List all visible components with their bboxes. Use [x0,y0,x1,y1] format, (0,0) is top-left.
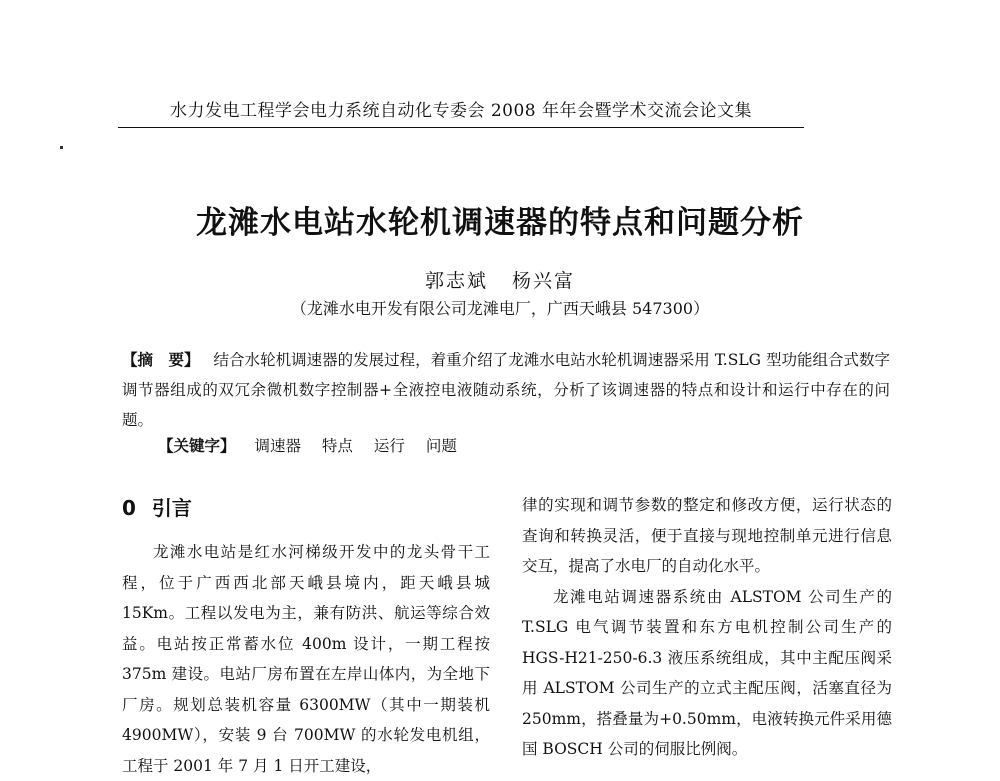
keyword: 问题 [425,437,457,455]
keyword: 运行 [373,437,405,455]
body-column-right [522,490,892,765]
abstract-label: 【摘 要】 [122,350,200,369]
keywords-label: 【关键字】 [158,436,236,455]
abstract [122,345,890,435]
section-heading [122,492,192,521]
paper-affiliation: （龙滩水电开发有限公司龙滩电厂，广西天峨县 547300） [290,299,710,318]
paper-authors: 郭志斌 杨兴富 [424,270,576,292]
keywords [158,431,473,461]
running-header: 水力发电工程学会电力系统自动化专委会 2008 年年会暨学术交流会论文集 [118,96,804,128]
keyword: 调速器 [254,437,301,455]
body-paragraph: 律的实现和调节参数的整定和修改方便，运行状态的查询和转换灵活，便于直接与现地控制单元进行信息交互，提高了水电厂的自动化水平。 [522,496,892,575]
abstract-text: 结合水轮机调速器的发展过程，着重介绍了龙滩水电站水轮机调速器采用 T.SLG 型功能组合式数字调节器组成的双冗余微机数字控制器+全液控电液随动系统，分析了该调速器的特点和设计和运行中存在的问题。 [122,351,890,429]
body-column-left [122,537,490,781]
paper-title: 龙滩水电站水轮机调速器的特点和问题分析 [196,205,804,241]
body-paragraph: 龙滩水电站是红水河梯级开发中的龙头骨干工程，位于广西西北部天峨县境内，距天峨县城 15Km。工程以发电为主，兼有防洪、航运等综合效益。电站按正常蓄水位 400m 设计，一期工程按 375m 建设。电站厂房布置在左岸山体内，为全地下厂房。规划总装机容量 6300MW（其中一期装机 4900MW），安装 9 台 700MW 的水轮发电机组，工程于 2001 年 7 月 1 日开工建设， [122,543,490,775]
section-title: 引言 [151,496,192,520]
section-number: 0 [122,496,136,520]
margin-mark [60,146,63,149]
body-paragraph: 龙滩电站调速器系统由 ALSTOM 公司生产的 T.SLG 电气调节装置和东方电机控制公司生产的 HGS-H21-250-6.3 液压系统组成，其中主配压阀采用 ALSTOM 公司生产的立式主配压阀，活塞直径为 250mm，搭叠量为+0.50mm，电液转换元件采用德国 BOSCH 公司的伺服比例阀。 [522,587,892,758]
keyword: 特点 [321,437,353,455]
